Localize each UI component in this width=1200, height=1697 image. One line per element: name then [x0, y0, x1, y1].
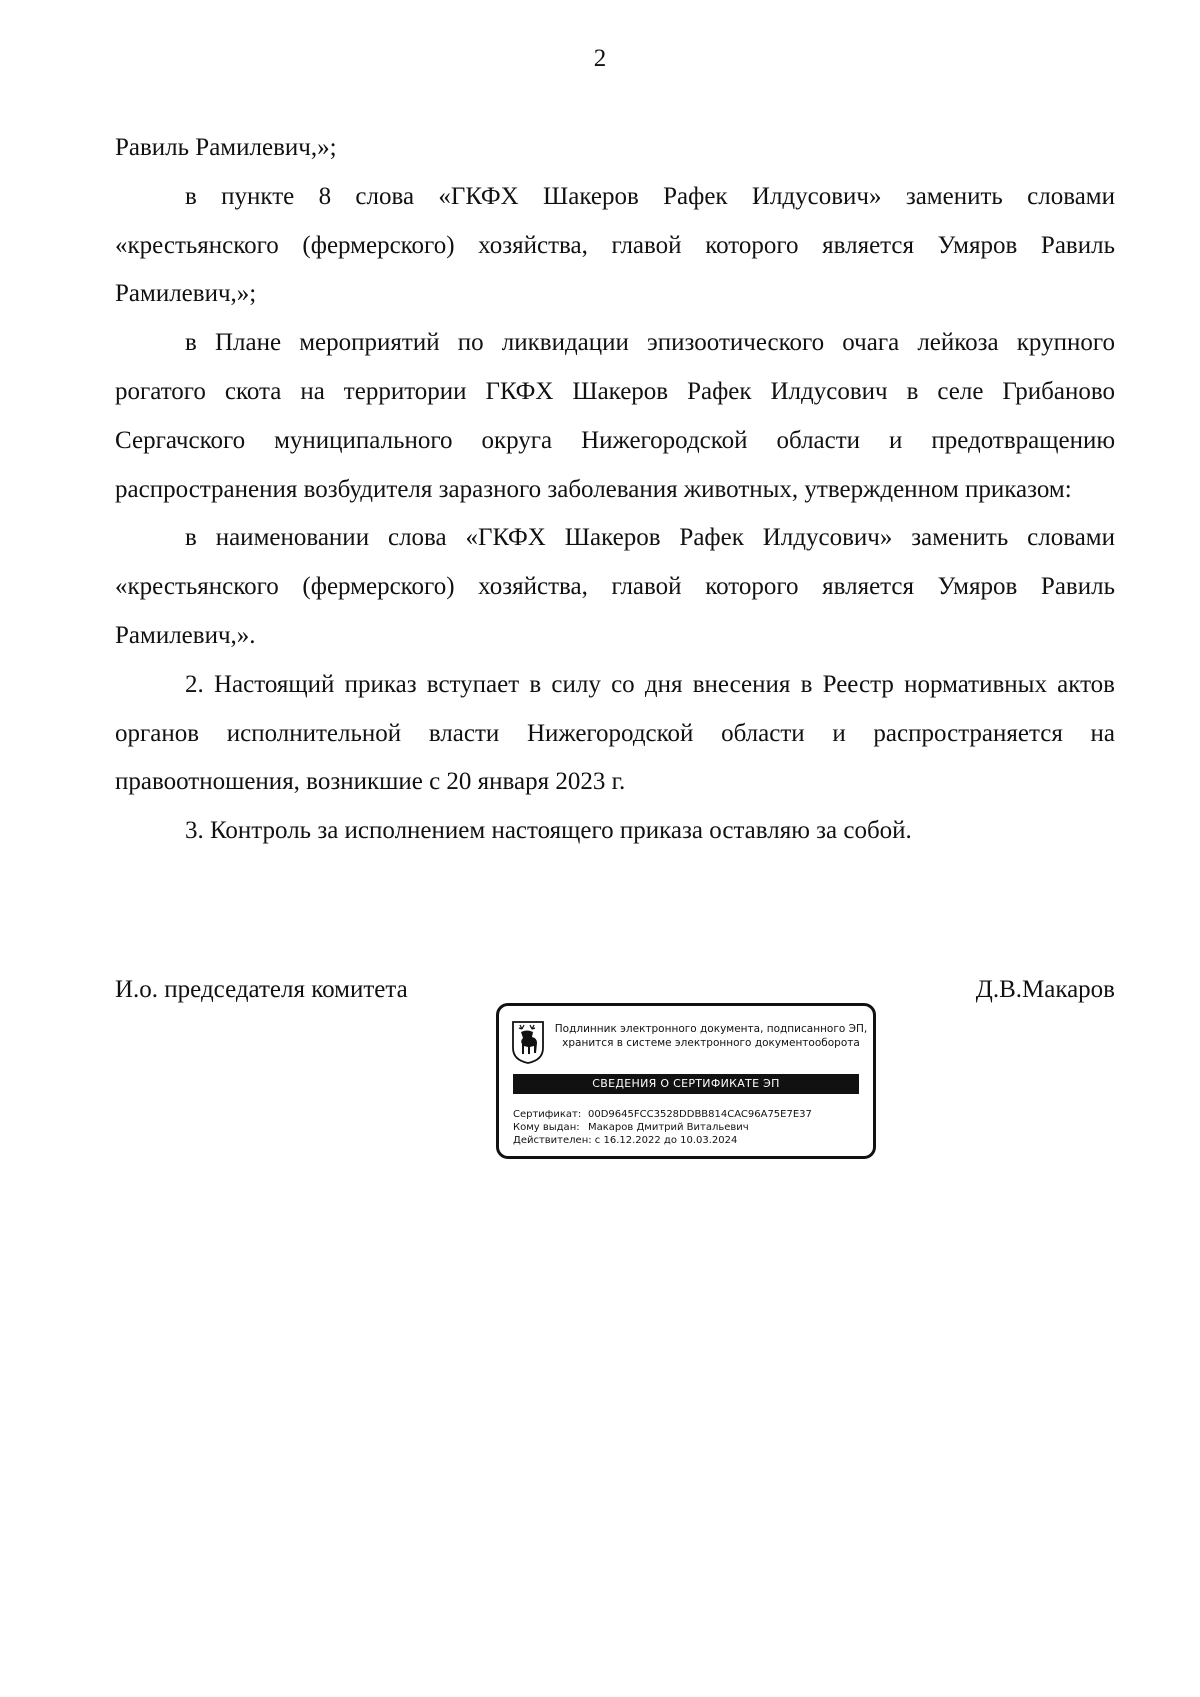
paragraph-item-8-replacement: в пункте 8 слова «ГКФХ Шакеров Рафек Илдусович» заменить словами «крестьянского (фермерского) хозяйства, главой которого является Умяров Равиль Рамилевич,»; — [115, 182, 1115, 308]
validity-period: Действителен: с 16.12.2022 до 10.03.2024 — [513, 1135, 738, 1146]
issued-to-row — [513, 1121, 863, 1134]
stamp-header-line-2: хранится в системе электронного документооборота — [562, 1037, 860, 1049]
certificate-details — [513, 1108, 863, 1147]
deer-emblem-icon — [511, 1020, 545, 1064]
document-body — [115, 124, 1115, 856]
stamp-header-line-1: Подлинник электронного документа, подписанного ЭП, — [554, 1023, 868, 1035]
issued-to-name: Макаров Дмитрий Витальевич — [588, 1122, 749, 1133]
certificate-row — [513, 1108, 863, 1121]
paragraph-title-replacement: в наименовании слова «ГКФХ Шакеров Рафек Илдусович» заменить словами «крестьянского (фермерского) хозяйства, главой которого является Умяров Равиль Рамилевич,». — [115, 524, 1115, 649]
stamp-header — [553, 1022, 869, 1050]
electronic-signature-stamp — [496, 1003, 876, 1159]
certificate-info-bar: СВЕДЕНИЯ О СЕРТИФИКАТЕ ЭП — [513, 1074, 859, 1094]
paragraph-plan-of-measures: в Плане мероприятий по ликвидации эпизоотического очага лейкоза крупного рогатого скота на территории ГКФХ Шакеров Рафек Илдусович в селе Грибаново Сергачского муниципального округа Нижегородской области и предотвращению распространения возбудителя заразного заболевания животных, утвержденном приказом: — [115, 329, 1115, 503]
paragraph-continuation: Равиль Рамилевич,»; — [115, 134, 337, 161]
paragraph-point-2: 2. Настоящий приказ вступает в силу со дня внесения в Реестр нормативных актов органов исполнительной власти Нижегородской области и распространяется на правоотношения, возникшие с 20 января 2023 г. — [115, 670, 1115, 796]
page-number: 2 — [593, 45, 607, 72]
paragraph-point-3: 3. Контроль за исполнением настоящего приказа оставляю за собой. — [185, 817, 912, 845]
validity-row — [513, 1134, 863, 1147]
issued-to-label: Кому выдан: — [513, 1122, 580, 1133]
signer-name: Д.В.Макаров — [975, 976, 1115, 1003]
signer-position: И.о. председателя комитета — [115, 976, 408, 1003]
certificate-label: Сертификат: — [513, 1109, 582, 1120]
certificate-serial: 00D9645FCC3528DDBB814CAC96A75E7E37 — [588, 1109, 812, 1120]
